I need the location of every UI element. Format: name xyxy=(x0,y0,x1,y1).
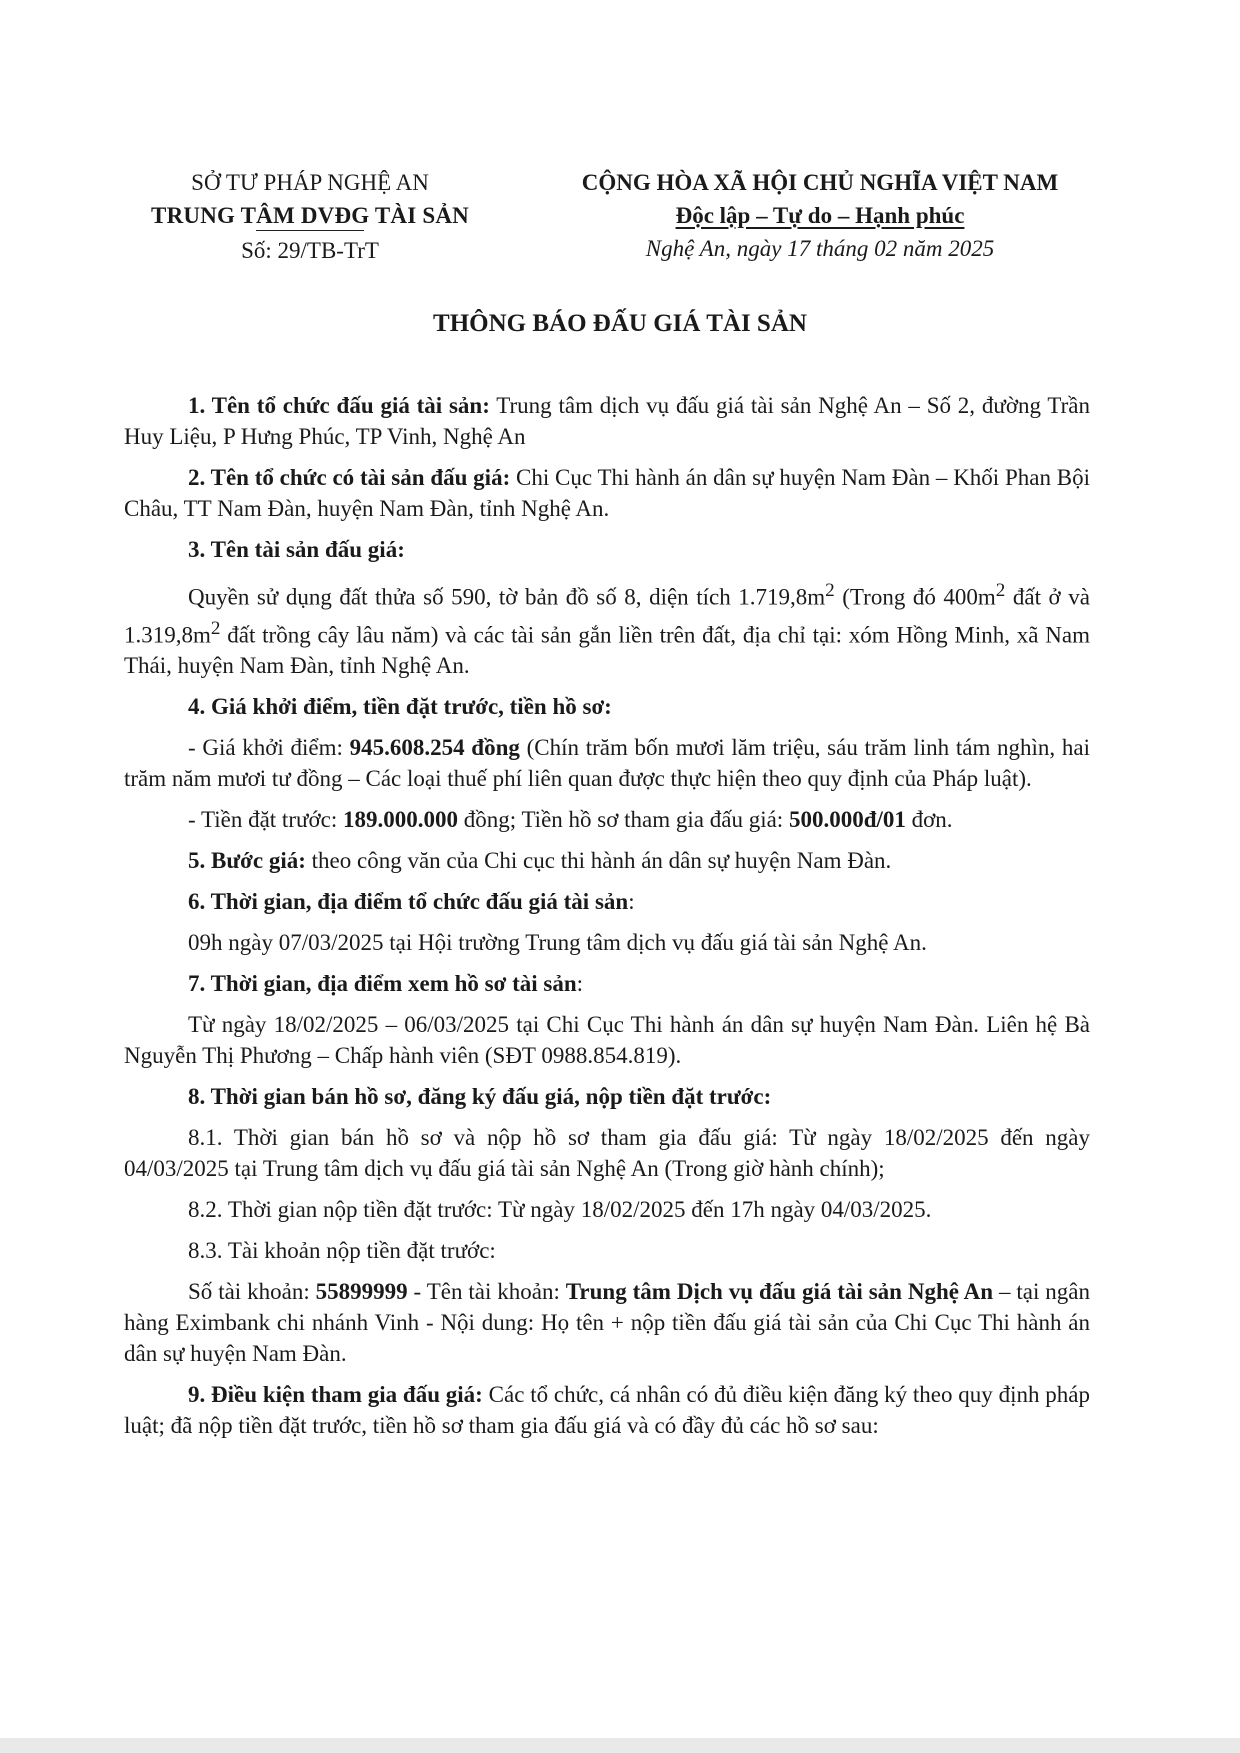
account-prefix: Số tài khoản: xyxy=(188,1279,316,1305)
account-name: Trung tâm Dịch vụ đấu giá tài sản Nghệ An xyxy=(565,1279,994,1305)
section-9-text: Các tổ chức, cá nhân có đủ điều kiện đăng ký theo quy định pháp luật; đã nộp tiền đặt trước, tiền hồ sơ tham gia đấu giá và có đầy đủ các hồ sơ sau: xyxy=(124,1382,1090,1439)
fee-value: 500.000đ/01 xyxy=(788,807,906,833)
superscript: 2 xyxy=(210,617,221,639)
asset-text-b: (Trong đó 400m xyxy=(834,584,996,610)
starting-price-prefix: - Giá khởi điểm: xyxy=(188,735,350,761)
section-6-colon: : xyxy=(628,889,635,915)
date-place: Nghệ An, ngày 17 tháng 02 năm 2025 xyxy=(645,236,995,261)
section-2-label: 2. Tên tổ chức có tài sản đấu giá: xyxy=(188,465,511,490)
section-3-asset xyxy=(124,575,1090,681)
issuer-block xyxy=(110,166,510,267)
organization-name: TRUNG TÂM DVĐG TÀI SẢN xyxy=(151,203,469,228)
asset-text-a: Quyền sử dụng đất thửa số 590, tờ bản đồ số 8, diện tích 1.719,8m xyxy=(188,584,826,610)
section-7 xyxy=(124,968,1090,999)
section-8-label: 8. Thời gian bán hồ sơ, đăng ký đấu giá, nộp tiền đặt trước: xyxy=(188,1084,772,1110)
account-mid: - Tên tài khoản: xyxy=(407,1279,566,1305)
department-name: SỞ TƯ PHÁP NGHỆ AN xyxy=(191,170,429,195)
section-4-label: 4. Giá khởi điểm, tiền đặt trước, tiền hồ sơ: xyxy=(188,694,612,720)
section-6-text: 09h ngày 07/03/2025 tại Hội trường Trung tâm dịch vụ đấu giá tài sản Nghệ An. xyxy=(188,930,927,956)
starting-price-value: 945.608.254 đồng xyxy=(349,735,520,761)
nation-name: CỘNG HÒA XÃ HỘI CHỦ NGHĨA VIỆT NAM xyxy=(581,170,1059,195)
section-8-1: 8.1. Thời gian bán hồ sơ và nộp hồ sơ tham gia đấu giá: Từ ngày 18/02/2025 đến ngày 04/03/2025 tại Trung tâm dịch vụ đấu giá tài sản Nghệ An (Trong giờ hành chính); xyxy=(124,1125,1090,1182)
section-1 xyxy=(124,390,1090,452)
section-9-label: 9. Điều kiện tham gia đấu giá: xyxy=(188,1382,483,1408)
national-motto: Độc lập – Tự do – Hạnh phúc xyxy=(675,203,965,228)
section-1-text: Trung tâm dịch vụ đấu giá tài sản Nghệ An – Số 2, đường Trần Huy Liệu, P Hưng Phúc, TP Vinh, Nghệ An xyxy=(124,393,1090,449)
section-2-text: Chi Cục Thi hành án dân sự huyện Nam Đàn – Khối Phan Bội Châu, TT Nam Đàn, huyện Nam Đàn, tỉnh Nghệ An. xyxy=(124,465,1090,521)
deposit-prefix: - Tiền đặt trước: xyxy=(188,807,343,833)
bank-account xyxy=(124,1276,1090,1369)
document-title: THÔNG BÁO ĐẤU GIÁ TÀI SẢN xyxy=(433,310,807,337)
scan-edge xyxy=(0,1738,1240,1753)
section-9 xyxy=(124,1379,1090,1441)
deposit-value: 189.000.000 xyxy=(342,807,458,833)
document-number: Số: 29/TB-TrT xyxy=(241,238,379,263)
superscript: 2 xyxy=(825,580,835,601)
section-8-3: 8.3. Tài khoản nộp tiền đặt trước: xyxy=(188,1238,496,1264)
section-5-text: theo công văn của Chi cục thi hành án dân sự huyện Nam Đàn. xyxy=(305,848,892,874)
deposit-line xyxy=(124,804,1090,835)
section-3 xyxy=(124,534,1090,565)
section-7-text: Từ ngày 18/02/2025 – 06/03/2025 tại Chi Cục Thi hành án dân sự huyện Nam Đàn. Liên hệ Bà Nguyễn Thị Phương – Chấp hành viên (SĐT 0988.854.819). xyxy=(124,1012,1090,1069)
section-3-label: 3. Tên tài sản đấu giá: xyxy=(188,537,405,562)
notice-body xyxy=(124,390,1090,1451)
section-8 xyxy=(124,1081,1090,1112)
section-8-2: 8.2. Thời gian nộp tiền đặt trước: Từ ngày 18/02/2025 đến 17h ngày 04/03/2025. xyxy=(188,1197,932,1223)
asset-text-d: đất trồng cây lâu năm) và các tài sản gắn liền trên đất, địa chỉ tại: xóm Hồng Minh, xã Nam Thái, huyện Nam Đàn, tỉnh Nghệ An. xyxy=(124,622,1090,679)
national-heading-block xyxy=(510,166,1130,265)
asset-text-c: đất ở và 1.319,8m xyxy=(124,584,1090,648)
section-5 xyxy=(124,845,1090,876)
section-7-label: 7. Thời gian, địa điểm xem hồ sơ tài sản xyxy=(188,971,577,997)
section-5-label: 5. Bước giá: xyxy=(188,848,306,874)
starting-price-line xyxy=(124,732,1090,794)
superscript: 2 xyxy=(995,580,1006,601)
section-7-colon: : xyxy=(576,971,584,997)
section-4 xyxy=(124,691,1090,722)
account-number: 55899999 xyxy=(315,1279,408,1305)
section-6 xyxy=(124,886,1090,917)
section-1-label: 1. Tên tổ chức đấu giá tài sản: xyxy=(188,393,490,418)
section-6-label: 6. Thời gian, địa điểm tổ chức đấu giá tài sản xyxy=(188,889,629,915)
section-2 xyxy=(124,462,1090,524)
fee-suffix: đơn. xyxy=(905,807,953,833)
account-rest: – tại ngân hàng Eximbank chi nhánh Vinh - Nội dung: Họ tên + nộp tiền đấu giá tài sản của Chi Cục Thi hành án dân sự huyện Nam Đàn. xyxy=(124,1279,1090,1367)
deposit-mid: đồng; Tiền hồ sơ tham gia đấu giá: xyxy=(457,807,789,833)
starting-price-words: (Chín trăm bốn mươi lăm triệu, sáu trăm linh tám nghìn, hai trăm năm mươi tư đồng – Các loại thuế phí liên quan được thực hiện theo quy định của Pháp luật). xyxy=(124,735,1090,792)
